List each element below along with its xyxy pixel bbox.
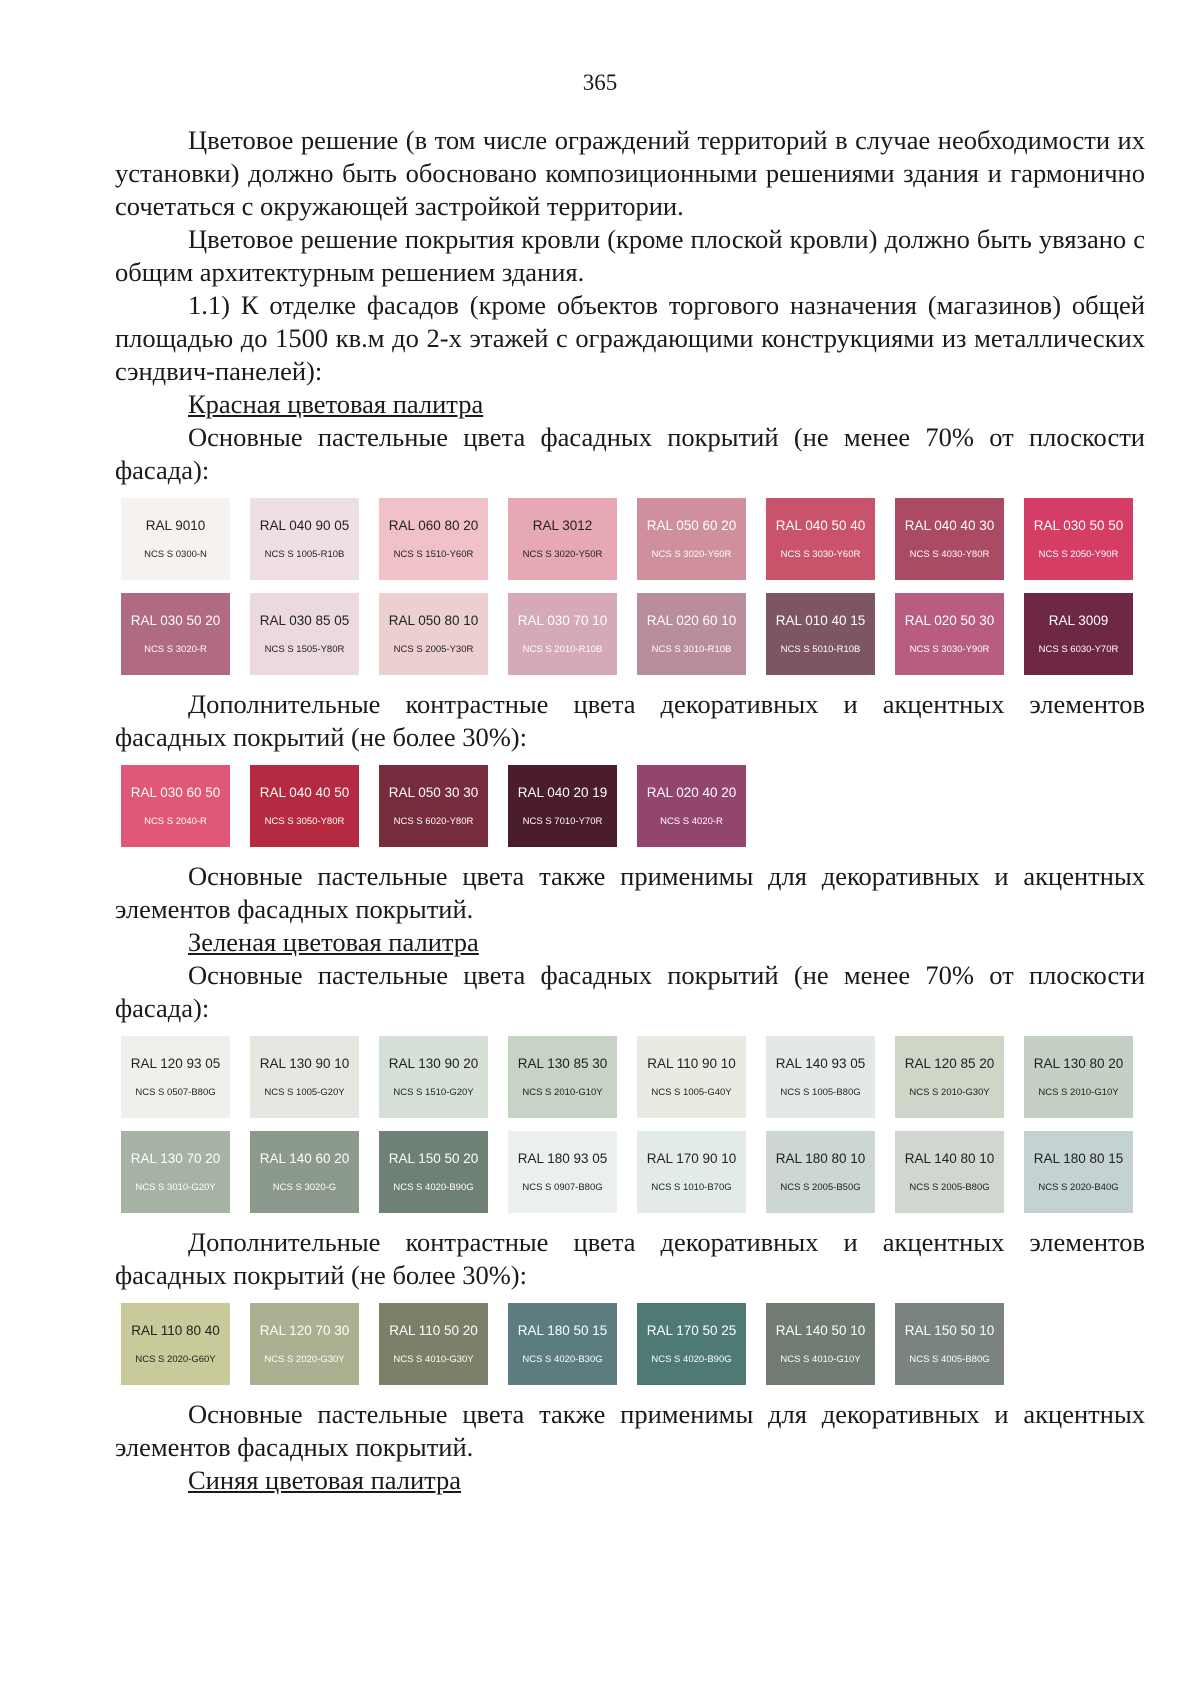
swatch-ral-code: RAL 3009: [1048, 613, 1109, 628]
swatch-ral-code: RAL 180 80 15: [1033, 1151, 1124, 1166]
color-swatch: [637, 1036, 746, 1118]
swatch-ral-code: RAL 040 20 19: [517, 785, 608, 800]
color-swatch: [637, 1303, 746, 1385]
red-accent-row: [121, 765, 1145, 847]
color-swatch: [895, 1036, 1004, 1118]
swatch-ncs-code: NCS S 1005-G20Y: [264, 1087, 345, 1098]
swatch-ncs-code: NCS S 3050-Y80R: [264, 816, 345, 827]
color-swatch: [766, 593, 875, 675]
swatch-ral-code: RAL 020 60 10: [646, 613, 737, 628]
color-swatch: [250, 1303, 359, 1385]
color-swatch: [766, 1131, 875, 1213]
swatch-ral-code: RAL 180 50 15: [517, 1323, 608, 1338]
swatch-ral-code: RAL 9010: [145, 518, 206, 533]
swatch-ral-code: RAL 110 90 10: [647, 1056, 736, 1071]
color-swatch: [250, 1131, 359, 1213]
color-swatch: [508, 765, 617, 847]
swatch-ral-code: RAL 120 85 20: [904, 1056, 995, 1071]
color-swatch: [379, 1131, 488, 1213]
swatch-ral-code: RAL 130 90 20: [388, 1056, 479, 1071]
red-closing-text: Основные пастельные цвета также применимы для декоративных и акцентных элементов фасадных покрытий.: [115, 861, 1145, 924]
color-swatch: [766, 1036, 875, 1118]
color-swatch: [895, 1131, 1004, 1213]
swatch-ral-code: RAL 130 90 10: [259, 1056, 350, 1071]
color-swatch: [637, 765, 746, 847]
page-number: 365: [582, 70, 618, 95]
swatch-ral-code: RAL 020 50 30: [904, 613, 995, 628]
swatch-ncs-code: NCS S 4020-R: [660, 816, 723, 827]
red-main-row-2: [121, 593, 1145, 675]
swatch-ncs-code: NCS S 1005-B80G: [780, 1087, 861, 1098]
swatch-ncs-code: NCS S 1505-Y80R: [264, 644, 345, 655]
green-accent-row: [121, 1303, 1145, 1385]
swatch-ncs-code: NCS S 2005-Y30R: [393, 644, 474, 655]
color-swatch: [508, 498, 617, 580]
swatch-ncs-code: NCS S 4030-Y80R: [909, 549, 990, 560]
swatch-ral-code: RAL 140 50 10: [775, 1323, 866, 1338]
color-swatch: [121, 1303, 230, 1385]
swatch-ral-code: RAL 140 80 10: [904, 1151, 995, 1166]
swatch-ral-code: RAL 030 50 20: [130, 613, 221, 628]
color-swatch: [250, 1036, 359, 1118]
paragraph-color-solution: Цветовое решение (в том числе ограждений территорий в случае необходимости их установки) должно быть обосновано композиционными решениями здания и гармонично сочетаться с окружающей застройкой территории.: [115, 125, 1145, 221]
swatch-ral-code: RAL 030 70 10: [517, 613, 608, 628]
swatch-ral-code: RAL 040 40 50: [259, 785, 350, 800]
swatch-ncs-code: NCS S 2040-R: [144, 816, 207, 827]
swatch-ral-code: RAL 030 50 50: [1033, 518, 1124, 533]
swatch-ncs-code: NCS S 2020-G60Y: [135, 1354, 216, 1365]
swatch-ncs-code: NCS S 6030-Y70R: [1038, 644, 1119, 655]
swatch-ncs-code: NCS S 2005-B80G: [909, 1182, 990, 1193]
swatch-ral-code: RAL 170 90 10: [646, 1151, 737, 1166]
swatch-ral-code: RAL 040 50 40: [775, 518, 866, 533]
color-swatch: [766, 498, 875, 580]
swatch-ral-code: RAL 130 80 20: [1033, 1056, 1124, 1071]
green-main-row-1: [121, 1036, 1145, 1118]
swatch-ral-code: RAL 170 50 25: [646, 1323, 737, 1338]
red-main-intro: Основные пастельные цвета фасадных покрытий (не менее 70% от плоскости фасада):: [115, 422, 1145, 485]
color-swatch: [250, 765, 359, 847]
swatch-ncs-code: NCS S 3020-G: [272, 1182, 337, 1193]
color-swatch: [379, 1036, 488, 1118]
swatch-ncs-code: NCS S 4020-B30G: [522, 1354, 603, 1365]
swatch-ncs-code: NCS S 2010-G10Y: [1038, 1087, 1119, 1098]
color-swatch: [250, 593, 359, 675]
swatch-ncs-code: NCS S 1010-B70G: [651, 1182, 732, 1193]
red-palette-heading: Красная цветовая палитра: [188, 389, 484, 419]
color-swatch: [508, 593, 617, 675]
swatch-ncs-code: NCS S 0907-B80G: [522, 1182, 603, 1193]
swatch-ral-code: RAL 020 40 20: [646, 785, 737, 800]
swatch-ncs-code: NCS S 3030-Y60R: [780, 549, 861, 560]
document-body: [115, 124, 1145, 1497]
swatch-ncs-code: NCS S 5010-R10B: [780, 644, 861, 655]
color-swatch: [508, 1303, 617, 1385]
swatch-ral-code: RAL 110 80 40: [131, 1323, 220, 1338]
color-swatch: [637, 1131, 746, 1213]
swatch-ncs-code: NCS S 1005-G40Y: [651, 1087, 732, 1098]
swatch-ncs-code: NCS S 2005-B50G: [780, 1182, 861, 1193]
swatch-ncs-code: NCS S 1510-G20Y: [393, 1087, 474, 1098]
color-swatch: [121, 1036, 230, 1118]
swatch-ral-code: RAL 3012: [532, 518, 593, 533]
swatch-ncs-code: NCS S 4020-B90G: [393, 1182, 474, 1193]
color-swatch: [379, 498, 488, 580]
paragraph-roof-color: Цветовое решение покрытия кровли (кроме плоской кровли) должно быть увязано с общим архитектурным решением здания.: [115, 224, 1145, 287]
swatch-ral-code: RAL 030 60 50: [130, 785, 221, 800]
green-main-intro: Основные пастельные цвета фасадных покрытий (не менее 70% от плоскости фасада):: [115, 960, 1145, 1023]
color-swatch: [637, 498, 746, 580]
swatch-ncs-code: NCS S 4020-B90G: [651, 1354, 732, 1365]
swatch-ncs-code: NCS S 2050-Y90R: [1038, 549, 1119, 560]
color-swatch: [121, 1131, 230, 1213]
swatch-ral-code: RAL 050 80 10: [388, 613, 479, 628]
green-main-row-2: [121, 1131, 1145, 1213]
swatch-ncs-code: NCS S 2010-G30Y: [909, 1087, 990, 1098]
color-swatch: [508, 1036, 617, 1118]
color-swatch: [121, 765, 230, 847]
swatch-ncs-code: NCS S 4010-G10Y: [780, 1354, 861, 1365]
color-swatch: [379, 765, 488, 847]
swatch-ral-code: RAL 060 80 20: [388, 518, 479, 533]
color-swatch: [379, 593, 488, 675]
color-swatch: [508, 1131, 617, 1213]
green-palette-heading: Зеленая цветовая палитра: [188, 927, 479, 957]
swatch-ral-code: RAL 040 40 30: [904, 518, 995, 533]
swatch-ncs-code: NCS S 0300-N: [144, 549, 207, 560]
swatch-ncs-code: NCS S 1510-Y60R: [393, 549, 474, 560]
swatch-ncs-code: NCS S 2020-G30Y: [264, 1354, 345, 1365]
swatch-ncs-code: NCS S 7010-Y70R: [522, 816, 603, 827]
color-swatch: [895, 498, 1004, 580]
swatch-ncs-code: NCS S 3030-Y90R: [909, 644, 990, 655]
swatch-ncs-code: NCS S 4005-B80G: [909, 1354, 990, 1365]
swatch-ral-code: RAL 130 85 30: [517, 1056, 608, 1071]
color-swatch: [1024, 1131, 1133, 1213]
swatch-ncs-code: NCS S 3010-G20Y: [135, 1182, 216, 1193]
swatch-ncs-code: NCS S 2010-R10B: [522, 644, 603, 655]
color-swatch: [250, 498, 359, 580]
swatch-ral-code: RAL 010 40 15: [775, 613, 866, 628]
swatch-ral-code: RAL 030 85 05: [259, 613, 350, 628]
swatch-ral-code: RAL 110 50 20: [389, 1323, 478, 1338]
swatch-ral-code: RAL 130 70 20: [130, 1151, 221, 1166]
color-swatch: [895, 593, 1004, 675]
swatch-ral-code: RAL 040 90 05: [259, 518, 350, 533]
swatch-ncs-code: NCS S 3020-Y50R: [522, 549, 603, 560]
swatch-ral-code: RAL 140 93 05: [775, 1056, 866, 1071]
swatch-ncs-code: NCS S 4010-G30Y: [393, 1354, 474, 1365]
swatch-ral-code: RAL 150 50 10: [904, 1323, 995, 1338]
swatch-ral-code: RAL 050 30 30: [388, 785, 479, 800]
blue-palette-heading: Синяя цветовая палитра: [188, 1465, 462, 1495]
swatch-ral-code: RAL 180 93 05: [517, 1151, 608, 1166]
red-accent-intro: Дополнительные контрастные цвета декоративных и акцентных элементов фасадных покрытий (не более 30%):: [115, 689, 1145, 752]
color-swatch: [121, 498, 230, 580]
color-swatch: [1024, 1036, 1133, 1118]
swatch-ncs-code: NCS S 6020-Y80R: [393, 816, 474, 827]
swatch-ral-code: RAL 180 80 10: [775, 1151, 866, 1166]
color-swatch: [1024, 498, 1133, 580]
swatch-ral-code: RAL 120 93 05: [130, 1056, 221, 1071]
swatch-ncs-code: NCS S 3020-Y60R: [651, 549, 732, 560]
swatch-ncs-code: NCS S 0507-B80G: [135, 1087, 216, 1098]
swatch-ncs-code: NCS S 2010-G10Y: [522, 1087, 603, 1098]
color-swatch: [1024, 593, 1133, 675]
swatch-ncs-code: NCS S 2020-B40G: [1038, 1182, 1119, 1193]
red-main-row-1: [121, 498, 1145, 580]
color-swatch: [637, 593, 746, 675]
color-swatch: [895, 1303, 1004, 1385]
color-swatch: [379, 1303, 488, 1385]
color-swatch: [766, 1303, 875, 1385]
green-accent-intro: Дополнительные контрастные цвета декоративных и акцентных элементов фасадных покрытий (не более 30%):: [115, 1227, 1145, 1290]
swatch-ral-code: RAL 140 60 20: [259, 1151, 350, 1166]
swatch-ncs-code: NCS S 3020-R: [144, 644, 207, 655]
swatch-ral-code: RAL 150 50 20: [388, 1151, 479, 1166]
paragraph-facade-finishing: 1.1) К отделке фасадов (кроме объектов торгового назначения (магазинов) общей площадью до 1500 кв.м до 2-х этажей с ограждающими конструкциями из металлических сэндвич-панелей):: [115, 290, 1145, 386]
swatch-ncs-code: NCS S 3010-R10B: [651, 644, 732, 655]
green-closing-text: Основные пастельные цвета также применимы для декоративных и акцентных элементов фасадных покрытий.: [115, 1399, 1145, 1462]
swatch-ral-code: RAL 120 70 30: [259, 1323, 350, 1338]
swatch-ral-code: RAL 050 60 20: [646, 518, 737, 533]
swatch-ncs-code: NCS S 1005-R10B: [264, 549, 345, 560]
color-swatch: [121, 593, 230, 675]
